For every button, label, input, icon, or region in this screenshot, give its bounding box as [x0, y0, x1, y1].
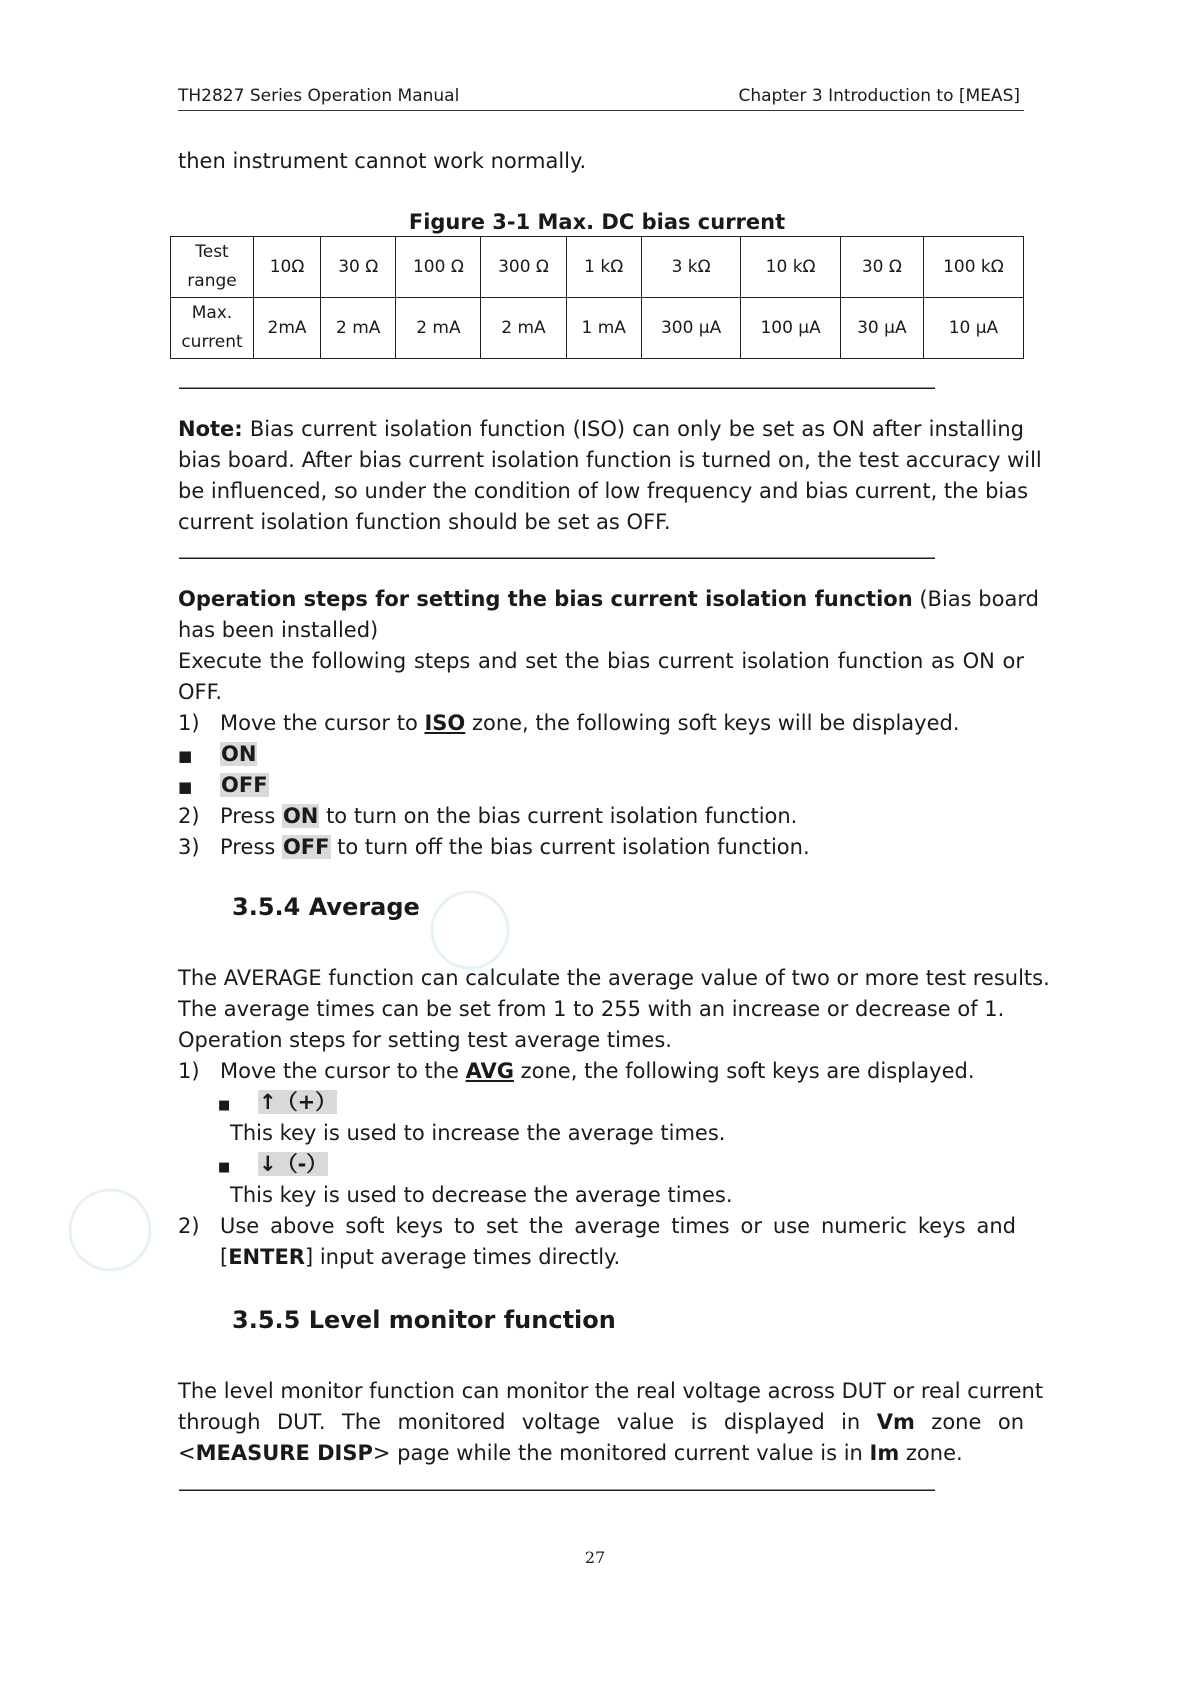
level-line-2: through DUT. The monitored voltage value is displayed in Vm zone on: [178, 1410, 1025, 1434]
note-line-1: Note: Bias current isolation function (ISO) can only be set as ON after installing: [178, 417, 1024, 441]
table-cell: 100 μA: [741, 298, 841, 359]
note-line-4: current isolation function should be set as OFF.: [178, 510, 671, 534]
separator-line: ——————————————————————————————————————————: [178, 1477, 934, 1501]
table-cell: 300 Ω: [481, 237, 566, 298]
table-cell: 1 mA: [566, 298, 641, 359]
bullet-square-icon: ■: [178, 747, 193, 765]
key-up-item: [218, 1087, 1064, 1121]
bias-current-table: [170, 236, 1024, 359]
watermark-gear-icon-2: [70, 1190, 150, 1270]
row-label: Max. current: [171, 298, 254, 359]
note-label: Note:: [178, 417, 243, 441]
note-line-2: bias board. After bias current isolation function is turned on, the test accuracy will: [178, 448, 1042, 472]
key-down-item: [218, 1149, 1064, 1183]
header-manual-title: TH2827 Series Operation Manual: [178, 86, 460, 106]
bullet-square-icon: ■: [218, 1098, 231, 1113]
table-cell: 100 kΩ: [923, 237, 1023, 298]
table-cell: 2 mA: [321, 298, 396, 359]
table-cell: 2mA: [254, 298, 321, 359]
separator-line: ——————————————————————————————————————————: [178, 375, 934, 399]
bullet-off: [178, 770, 1024, 803]
table-cell: 10 kΩ: [741, 237, 841, 298]
on-softkey: ON: [221, 742, 257, 766]
iso-step-1: 1) Move the cursor to ISO zone, the following soft keys will be displayed.: [178, 711, 960, 735]
table-cell: 10 μA: [923, 298, 1023, 359]
intro-line: then instrument cannot work normally.: [178, 149, 587, 173]
watermark-gear-icon: [432, 892, 508, 968]
table-cell: 30 μA: [840, 298, 923, 359]
section-heading-level-monitor: 3.5.5 Level monitor function: [232, 1306, 616, 1334]
table-row: [171, 298, 1024, 359]
table-cell: 3 kΩ: [641, 237, 741, 298]
iso-steps-title: Operation steps for setting the bias current isolation function (Bias board: [178, 587, 1039, 611]
table-cell: 30 Ω: [840, 237, 923, 298]
key-down-desc: This key is used to decrease the average times.: [230, 1183, 733, 1207]
iso-step-2: 2) Press ON to turn on the bias current isolation function.: [178, 804, 798, 828]
iso-step-3: 3) Press OFF to turn off the bias current isolation function.: [178, 835, 810, 859]
average-step-1: 1) Move the cursor to the AVG zone, the following soft keys are displayed.: [178, 1059, 975, 1083]
table-row: [171, 237, 1024, 298]
separator-line: ——————————————————————————————————————————: [178, 545, 934, 569]
average-step-2-line-2: [ENTER] input average times directly.: [220, 1245, 621, 1269]
bullet-square-icon: ■: [218, 1160, 231, 1175]
key-up-desc: This key is used to increase the average times.: [230, 1121, 726, 1145]
off-softkey: OFF: [221, 773, 268, 797]
table-cell: 100 Ω: [396, 237, 481, 298]
average-line-3: Operation steps for setting test average times.: [178, 1028, 672, 1052]
level-line-1: The level monitor function can monitor the real voltage across DUT or real current: [178, 1379, 1044, 1403]
page-header: [178, 84, 1024, 111]
iso-key: ISO: [424, 711, 466, 735]
iso-exec-line-2: OFF.: [178, 680, 222, 704]
table-cell: 2 mA: [396, 298, 481, 359]
up-softkey: ↑（+）: [259, 1090, 337, 1114]
average-step-2: 2): [178, 1214, 200, 1238]
iso-exec-line-1: Execute the following steps and set the bias current isolation function as ON or: [178, 649, 1024, 673]
table-cell: 300 μA: [641, 298, 741, 359]
average-step-2-line-1: Use above soft keys to set the average times or use numeric keys and: [220, 1214, 1016, 1238]
average-line-1: The AVERAGE function can calculate the average value of two or more test results.: [178, 966, 1050, 990]
section-heading-average: 3.5.4 Average: [232, 893, 420, 921]
table-cell: 30 Ω: [321, 237, 396, 298]
bullet-square-icon: ■: [178, 778, 193, 796]
down-softkey: ↓（-）: [259, 1152, 328, 1176]
page-number: 27: [584, 1548, 606, 1567]
row-label: Test range: [171, 237, 254, 298]
table-cell: 2 mA: [481, 298, 566, 359]
header-chapter-title: Chapter 3 Introduction to [MEAS]: [738, 86, 1020, 106]
level-line-3: <MEASURE DISP> page while the monitored current value is in Im zone.: [178, 1441, 963, 1465]
average-line-2: The average times can be set from 1 to 255 with an increase or decrease of 1.: [178, 997, 1005, 1021]
table-cell: 10Ω: [254, 237, 321, 298]
table-cell: 1 kΩ: [566, 237, 641, 298]
bullet-on: [178, 739, 1024, 772]
iso-steps-title-2: has been installed): [178, 618, 379, 642]
avg-key: AVG: [465, 1059, 514, 1083]
figure-caption: Figure 3-1 Max. DC bias current: [408, 210, 786, 234]
note-line-3: be influenced, so under the condition of low frequency and bias current, the bias: [178, 479, 1029, 503]
